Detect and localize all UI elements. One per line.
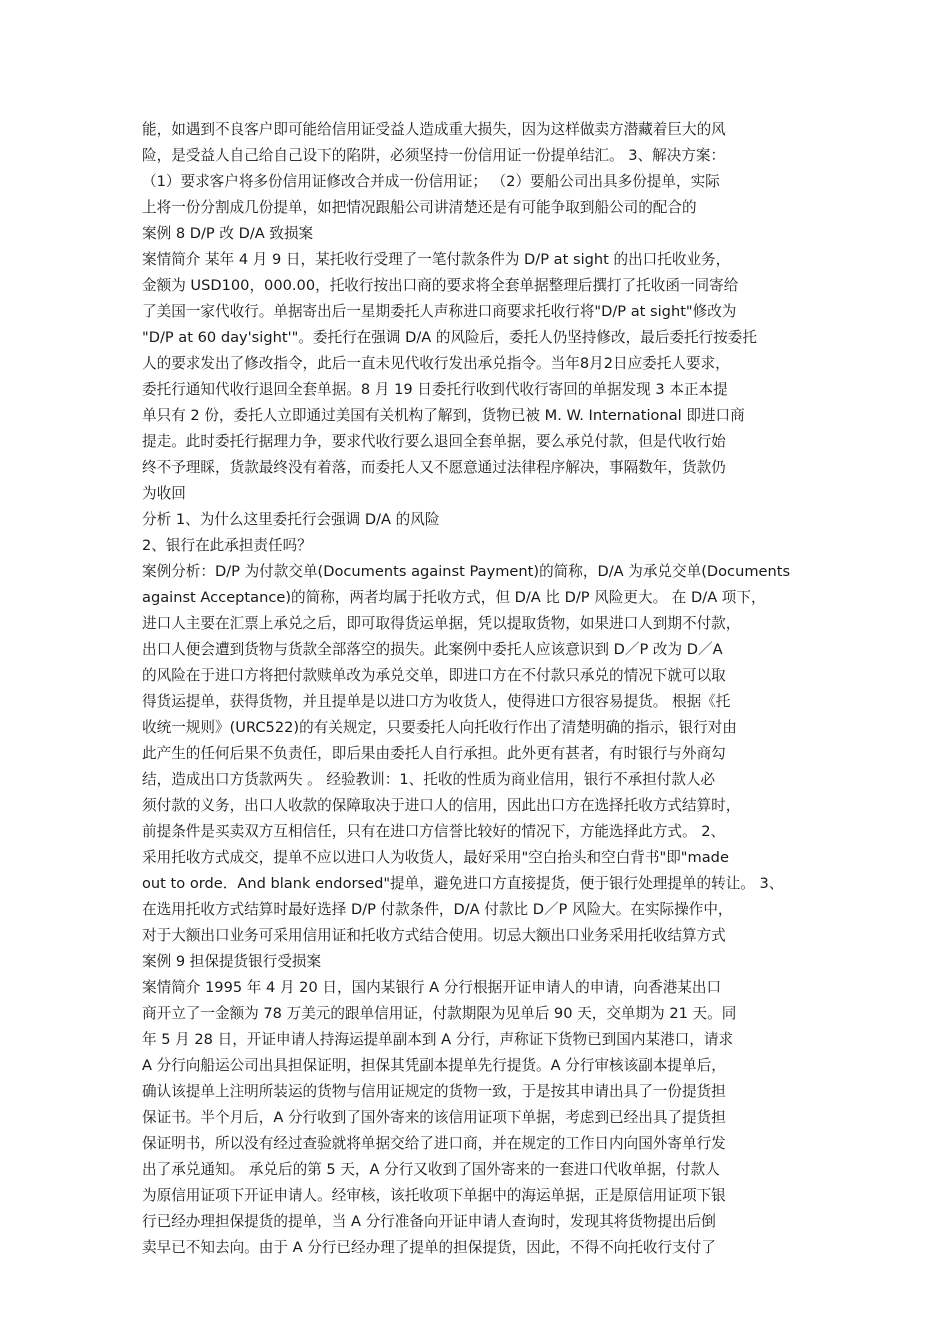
text-line: 案例 9 担保提货银行受损案 (142, 953, 322, 970)
text-line: out to orde．And blank endorsed"提单，避免进口方直接提货，便于银行处理提单的转让。 3、 (142, 875, 784, 892)
text-line: 分析 1、为什么这里委托行会强调 D/A 的风险 (142, 511, 440, 528)
text-line: 得货运提单，获得货物，并且提单是以进口方为收货人，使得进口方很容易提货。 根据《托 (142, 693, 731, 710)
document-body (142, 117, 810, 1261)
text-line: 人的要求发出了修改指令，此后一直未见代收行发出承兑指令。当年8月2日应委托人要求， (142, 355, 730, 372)
text-line: 险，是受益人自己给自己设下的陷阱，必须坚持一份信用证一份提单结汇。 3、解决方案： (142, 147, 726, 164)
text-line: 委托行通知代收行退回全套单据。8 月 19 日委托行收到代收行寄回的单据发现 3 本正本提 (142, 381, 728, 398)
text-line: 能，如遇到不良客户即可能给信用证受益人造成重大损失，因为这样做卖方潜藏着巨大的风 (142, 121, 726, 138)
text-line: 确认该提单上注明所装运的货物与信用证规定的货物一致，于是按其申请出具了一份提货担 (142, 1083, 726, 1100)
text-line: 在选用托收方式结算时最好选择 D/P 付款条件，D/A 付款比 D／P 风险大。在实际操作中， (142, 901, 733, 918)
text-line: 收统一规则》(URC522)的有关规定，只要委托人向托收行作出了清楚明确的指示，银行对由 (142, 719, 737, 736)
text-line: 上将一份分割成几份提单，如把情况跟船公司讲清楚还是有可能争取到船公司的配合的 (142, 199, 697, 216)
text-line: 前提条件是买卖双方互相信任，只有在进口方信誉比较好的情况下，方能选择此方式。 2、 (142, 823, 726, 840)
text-line: 对于大额出口业务可采用信用证和托收方式结合使用。切忌大额出口业务采用托收结算方式 (142, 927, 726, 944)
text-line: 金额为 USD100，000.00，托收行按出口商的要求将全套单据整理后撰打了托收函一同寄给 (142, 277, 739, 294)
text-line: 商开立了一金额为 78 万美元的跟单信用证，付款期限为见单后 90 天，交单期为 21 天。同 (142, 1005, 737, 1022)
text-line: A 分行向船运公司出具担保证明，担保其凭副本提单先行提货。A 分行审核该副本提单后， (142, 1057, 726, 1074)
text-line: 的风险在于进口方将把付款赎单改为承兑交单，即进口方在不付款只承兑的情况下就可以取 (142, 667, 726, 684)
text-line: 进口人主要在汇票上承兑之后，即可取得货运单据，凭以提取货物，如果进口人到期不付款， (142, 615, 741, 632)
text-line: 2、银行在此承担责任吗？ (142, 537, 312, 554)
text-line: 采用托收方式成交，提单不应以进口人为收货人，最好采用"空白抬头和空白背书"即"made (142, 849, 729, 866)
text-line: 此产生的任何后果不负责任，即后果由委托人自行承担。此外更有甚者，有时银行与外商勾 (142, 745, 726, 762)
text-line: 案情简介 1995 年 4 月 20 日，国内某银行 A 分行根据开证申请人的申请，向香港某出口 (142, 979, 722, 996)
text-line: 案例分析：D/P 为付款交单(Documents against Payment)的简称，D/A 为承兑交单(Documents (142, 563, 791, 580)
text-line: "D/P at 60 day'sight'"。委托行在强调 D/A 的风险后，委托人仍坚持修改，最后委托行按委托 (142, 329, 757, 346)
text-line: 为原信用证项下开证申请人。经审核，该托收项下单据中的海运单据，正是原信用证项下银 (142, 1187, 726, 1204)
text-line: 单只有 2 份，委托人立即通过美国有关机构了解到，货物已被 M. W. International 即进口商 (142, 407, 745, 424)
text-line: 结，造成出口方货款两失 。 经验教训：1、托收的性质为商业信用，银行不承担付款人必 (142, 771, 716, 788)
text-line: 案情简介 某年 4 月 9 日，某托收行受理了一笔付款条件为 D/P at sight 的出口托收业务， (142, 251, 731, 268)
text-line: 卖早已不知去向。由于 A 分行已经办理了提单的担保提货，因此，不得不向托收行支付了 (142, 1239, 716, 1256)
text-line: 出了承兑通知。 承兑后的第 5 天，A 分行又收到了国外寄来的一套进口代收单据，付款人 (142, 1161, 720, 1178)
text-line: 须付款的义务，出口人收款的保障取决于进口人的信用，因此出口方在选择托收方式结算时， (142, 797, 741, 814)
text-line: （1）要求客户将多份信用证修改合并成一份信用证； （2）要船公司出具多份提单，实际 (142, 173, 720, 190)
text-line: 为收回 (142, 485, 186, 502)
text-line: 保证书。半个月后，A 分行收到了国外寄来的该信用证项下单据，考虑到已经出具了提货担 (142, 1109, 726, 1126)
text-line: 案例 8 D/P 改 D/A 致损案 (142, 225, 314, 242)
text-line: 年 5 月 28 日，开证申请人持海运提单副本到 A 分行，声称证下货物已到国内某港口，请求 (142, 1031, 734, 1048)
text-line: against Acceptance)的简称，两者均属于托收方式，但 D/A 比 D/P 风险更大。 在 D/A 项下， (142, 589, 766, 606)
text-line: 终不予理睬，货款最终没有着落，而委托人又不愿意通过法律程序解决，事隔数年，货款仍 (142, 459, 726, 476)
text-line: 提走。此时委托行据理力争，要求代收行要么退回全套单据，要么承兑付款，但是代收行始 (142, 433, 726, 450)
text-line: 了美国一家代收行。单据寄出后一星期委托人声称进口商要求托收行将"D/P at sight"修改为 (142, 303, 737, 320)
text-line: 保证明书，所以没有经过查验就将单据交给了进口商，并在规定的工作日内向国外寄单行发 (142, 1135, 726, 1152)
text-line: 出口人便会遭到货物与货款全部落空的损失。此案例中委托人应该意识到 D／P 改为 D／A (142, 641, 723, 658)
text-line: 行已经办理担保提货的提单，当 A 分行准备向开证申请人查询时，发现其将货物提出后倒 (142, 1213, 716, 1230)
